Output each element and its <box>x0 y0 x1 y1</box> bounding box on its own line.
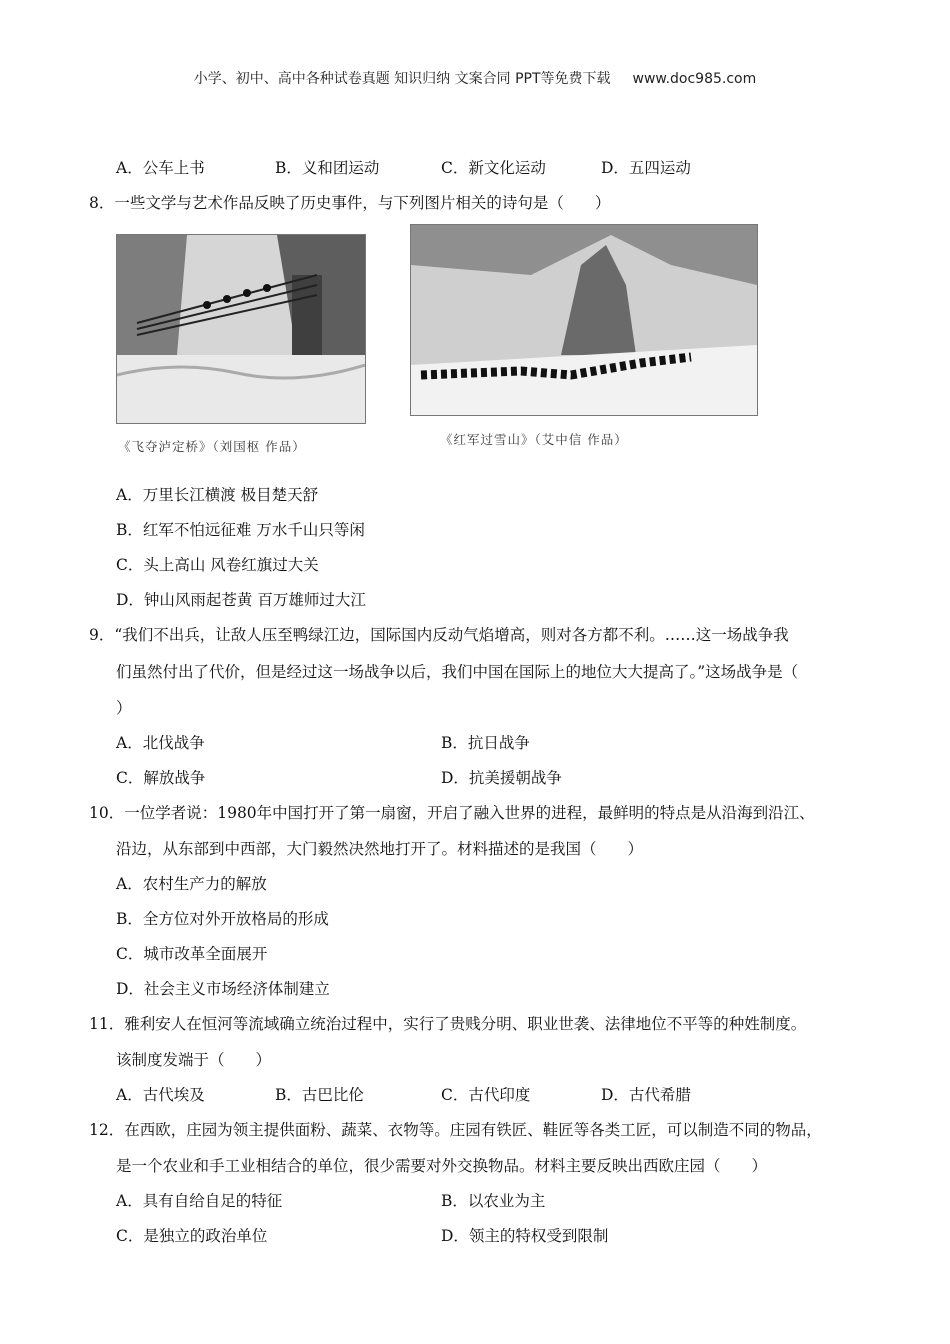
header-url[interactable]: www.doc985.com <box>632 71 757 87</box>
q9-stem-line2: 们虽然付出了代价，但是经过这一场战争以后，我们中国在国际上的地位大大提高了。”这场战争是（ <box>116 663 799 681</box>
q9-option-a[interactable]: A．北伐战争 <box>116 734 205 752</box>
q9-stem-line3: ） <box>116 699 132 717</box>
q12-stem-line1: 12．在西欧，庄园为领主提供面粉、蔬菜、衣物等。庄园有铁匠、鞋匠等各类工匠，可以制造不同的物品， <box>89 1121 822 1139</box>
q7-option-a[interactable]: A．公车上书 <box>116 159 205 177</box>
luding-bridge-illustration <box>117 235 365 423</box>
q9-option-c[interactable]: C．解放战争 <box>116 769 206 787</box>
q10-option-c[interactable]: C．城市改革全面展开 <box>116 945 268 963</box>
q10-option-b[interactable]: B．全方位对外开放格局的形成 <box>116 910 329 928</box>
q8-option-b[interactable]: B．红军不怕远征难 万水千山只等闲 <box>116 521 365 539</box>
q11-option-b[interactable]: B．古巴比伦 <box>275 1086 364 1104</box>
q7-option-b[interactable]: B．义和团运动 <box>275 159 380 177</box>
q12-stem-line2: 是一个农业和手工业相结合的单位，很少需要对外交换物品。材料主要反映出西欧庄园（ ） <box>116 1157 768 1175</box>
caption-luding-bridge: 《飞夺泸定桥》（刘国枢 作品） <box>118 439 306 454</box>
q12-option-a[interactable]: A．具有自给自足的特征 <box>116 1192 283 1210</box>
q11-stem-line1: 11．雅利安人在恒河等流域确立统治过程中，实行了贵贱分明、职业世袭、法律地位不平等的种姓制度。 <box>89 1015 807 1033</box>
q10-option-a[interactable]: A．农村生产力的解放 <box>116 875 267 893</box>
q12-option-c[interactable]: C．是独立的政治单位 <box>116 1227 268 1245</box>
q12-option-d[interactable]: D．领主的特权受到限制 <box>441 1227 609 1245</box>
q12-option-b[interactable]: B．以农业为主 <box>441 1192 546 1210</box>
q8-option-d[interactable]: D．钟山风雨起苍黄 百万雄师过大江 <box>116 591 366 609</box>
q7-option-c[interactable]: C．新文化运动 <box>441 159 546 177</box>
q9-option-d[interactable]: D．抗美援朝战争 <box>441 769 562 787</box>
q8-option-a[interactable]: A．万里长江横渡 极目楚天舒 <box>116 486 319 504</box>
q10-option-d[interactable]: D．社会主义市场经济体制建立 <box>116 980 330 998</box>
q8-option-c[interactable]: C．头上高山 风卷红旗过大关 <box>116 556 319 574</box>
q11-option-c[interactable]: C．古代印度 <box>441 1086 531 1104</box>
luding-bridge-painting <box>116 234 366 424</box>
caption-snow-mountain: 《红军过雪山》（艾中信 作品） <box>440 432 628 447</box>
q11-option-d[interactable]: D．古代希腊 <box>601 1086 691 1104</box>
q11-stem-line2: 该制度发端于（ ） <box>116 1051 272 1069</box>
q10-stem-line1: 10．一位学者说：1980年中国打开了第一扇窗，开启了融入世界的进程，最鲜明的特点是从沿海到沿江、 <box>89 804 815 822</box>
q10-stem-line2: 沿边，从东部到中西部，大门毅然决然地打开了。材料描述的是我国（ ） <box>116 840 644 858</box>
page-header <box>0 68 950 88</box>
snow-mountain-illustration <box>411 225 757 415</box>
snow-mountain-painting <box>410 224 758 416</box>
q8-stem: 8．一些文学与艺术作品反映了历史事件，与下列图片相关的诗句是（ ） <box>89 194 611 212</box>
header-text: 小学、初中、高中各种试卷真题 知识归纳 文案合同 PPT等免费下载 <box>193 71 611 87</box>
q7-option-d[interactable]: D．五四运动 <box>601 159 691 177</box>
q9-option-b[interactable]: B．抗日战争 <box>441 734 530 752</box>
q11-option-a[interactable]: A．古代埃及 <box>116 1086 205 1104</box>
q9-stem-line1: 9．“我们不出兵，让敌人压至鸭绿江边，国际国内反动气焰增高，则对各方都不利。……这一场战争我 <box>89 626 789 644</box>
